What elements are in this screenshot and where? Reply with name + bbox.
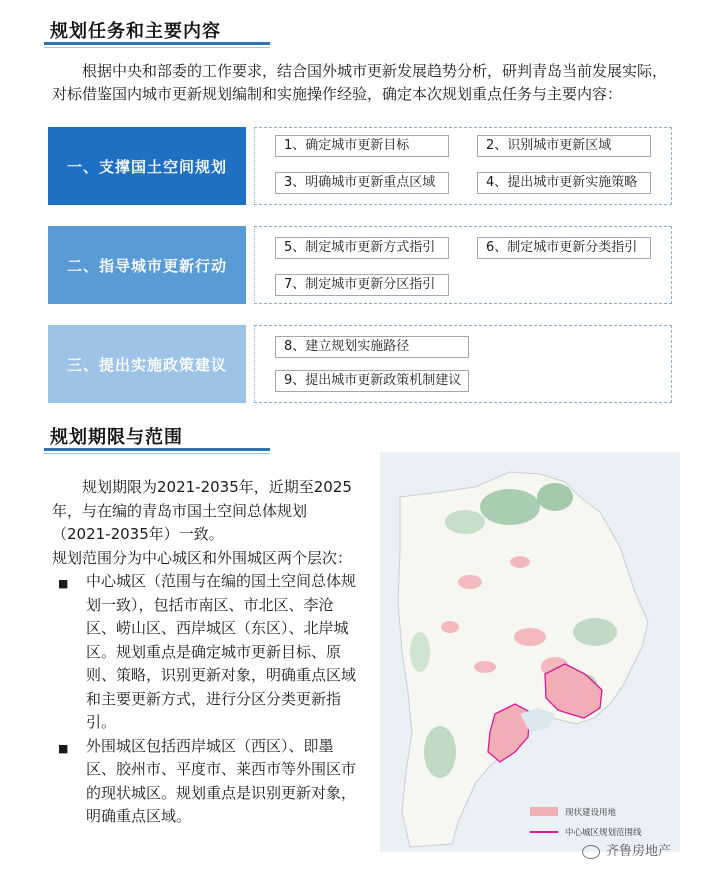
bullet-item (52, 735, 360, 829)
task-item: 9、提出城市更新政策机制建议 (275, 370, 469, 392)
watermark-text: 齐鲁房地产 (606, 844, 672, 859)
heading-rule (44, 42, 270, 45)
legend-line-boundary (530, 831, 558, 833)
task-title-block: 三、提出实施政策建议 (48, 325, 246, 403)
period-text (52, 476, 360, 829)
task-item: 6、制定城市更新分类指引 (477, 237, 651, 259)
bullet-item (52, 570, 360, 735)
task-item: 7、制定城市更新分区指引 (275, 274, 449, 296)
heading-rule (44, 448, 270, 451)
scope-paragraph: 规划范围分为中心城区和外围城区两个层次： (52, 548, 353, 567)
map-graphic (380, 452, 680, 852)
heading-rule-thin (44, 47, 270, 48)
task-item: 5、制定城市更新方式指引 (275, 237, 449, 259)
section-heading-tasks: 规划任务和主要内容 (50, 21, 221, 42)
legend-swatch-built (530, 807, 558, 816)
section-heading-period: 规划期限与范围 (50, 427, 183, 448)
task-title-block: 一、支撑国土空间规划 (48, 127, 246, 205)
bullet-text: 外围城区包括西岸城区（西区）、即墨区、胶州市、平度市、莱西市等外围区市的现状城区。规划重点是识别更新对象，明确重点区域。 (86, 736, 357, 825)
intro-paragraph: 根据中央和部委的工作要求，结合国外城市更新发展趋势分析，研判青岛当前发展实际，对标借鉴国内城市更新规划编制和实施操作经验，确定本次规划重点任务与主要内容： (52, 62, 668, 103)
planning-map (380, 452, 680, 852)
task-title-block: 二、指导城市更新行动 (48, 226, 246, 304)
bullet-square-icon: ■ (58, 577, 69, 590)
task-item: 2、识别城市更新区域 (477, 135, 651, 157)
bullet-square-icon: ■ (58, 741, 69, 755)
task-item: 4、提出城市更新实施策略 (477, 172, 651, 194)
legend-label: 中心城区规划范围线 (565, 828, 642, 838)
legend-label: 现状建设用地 (565, 808, 617, 818)
wechat-icon (582, 845, 600, 859)
task-item: 3、明确城市更新重点区域 (275, 172, 449, 194)
heading-rule-thin (44, 453, 270, 454)
bullet-text: 中心城区（范围与在编的国土空间总体规划一致），包括市南区、市北区、李沧区、崂山区、西岸城区（东区）、北岸城区。规划重点是确定城市更新目标、原则、策略，识别更新对象，明确重点区域和主要更新方式，进行分区分类更新指引。 (86, 572, 357, 731)
watermark (582, 840, 671, 859)
task-item: 8、建立规划实施路径 (275, 336, 469, 358)
task-item: 1、确定城市更新目标 (275, 135, 449, 157)
period-paragraph: 规划期限为2021-2035年，近期至2025年，与在编的青岛市国土空间总体规划（2021-2035年）一致。 (52, 478, 352, 543)
